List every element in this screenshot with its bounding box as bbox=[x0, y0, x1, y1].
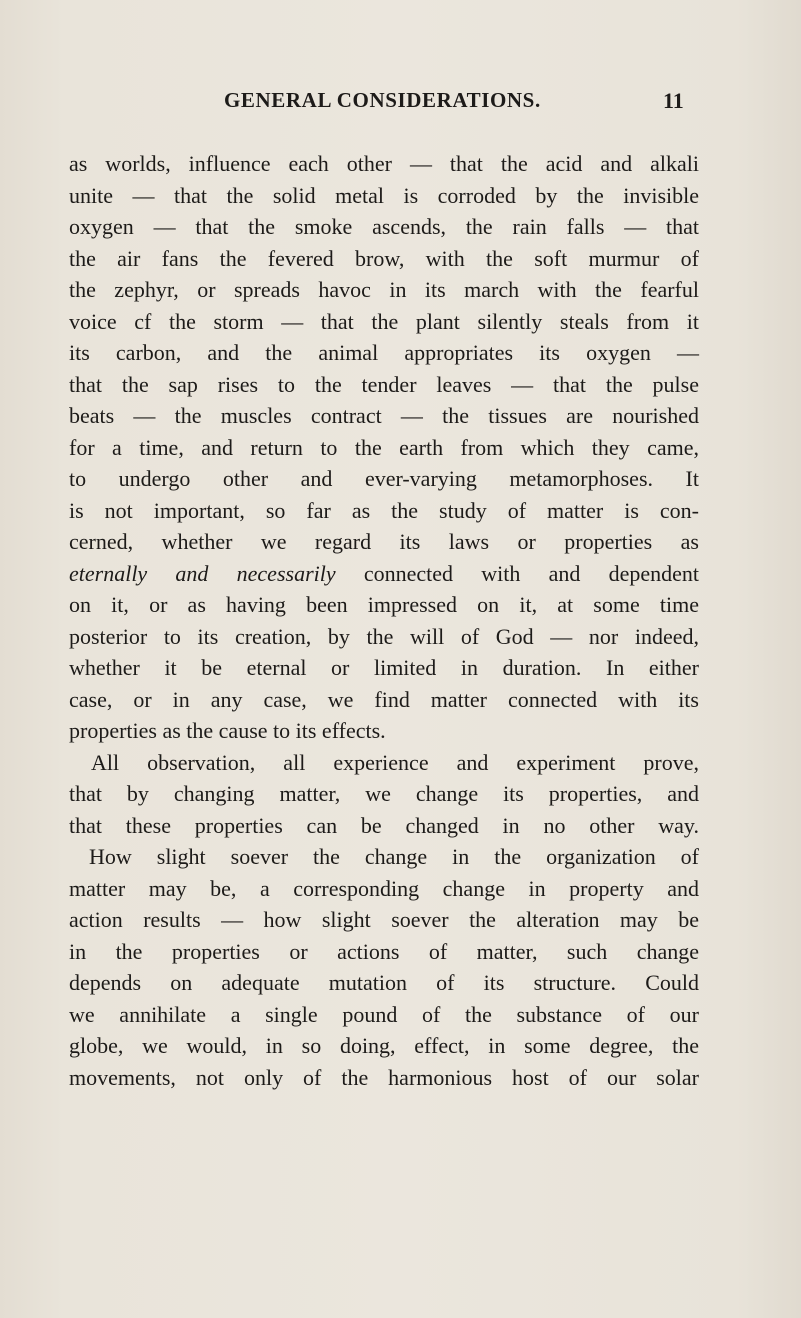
text-line: that by changing matter, we change its properties, and bbox=[69, 781, 699, 806]
text-line: its carbon, and the animal appropriates its oxygen — bbox=[69, 340, 699, 365]
text-line: that these properties can be changed in no other way. bbox=[69, 812, 699, 838]
text-line: matter may be, a corresponding change in property and bbox=[69, 875, 699, 901]
emphasized-phrase: eternally and necessarily bbox=[69, 560, 336, 586]
text-line: is not important, so far as the study of matter is con- bbox=[69, 497, 699, 523]
text-line: on it, or as having been impressed on it, at some time bbox=[69, 592, 699, 617]
text-line: case, or in any case, we find matter connected with its bbox=[69, 686, 699, 712]
text-line: that the sap rises to the tender leaves — that the pulse bbox=[69, 371, 699, 397]
text-line: as worlds, influence each other — that the acid and alkali bbox=[69, 151, 699, 176]
text-line: to undergo other and ever-varying metamorphoses. It bbox=[69, 466, 699, 491]
paragraph-start-line: All observation, all experience and experiment prove, bbox=[91, 749, 699, 775]
text-line: we annihilate a single pound of the substance of our bbox=[69, 1001, 699, 1027]
text-line: for a time, and return to the earth from which they came, bbox=[69, 434, 699, 460]
body-text bbox=[69, 148, 699, 1093]
text-line: whether it be eternal or limited in duration. In either bbox=[69, 655, 699, 680]
text-line: movements, not only of the harmonious host of our solar bbox=[69, 1064, 699, 1090]
text-line: cerned, whether we regard its laws or properties as bbox=[69, 529, 699, 554]
text-line: action results — how slight soever the alteration may be bbox=[69, 907, 699, 932]
text-line: How slight soever the change in the organization of bbox=[89, 844, 699, 869]
text-line: the air fans the fevered brow, with the soft murmur of bbox=[69, 245, 699, 271]
line-continuation: connected with and dependent bbox=[335, 560, 699, 586]
text-line-with-emphasis bbox=[69, 558, 699, 590]
text-line: oxygen — that the smoke ascends, the rain falls — that bbox=[69, 214, 699, 239]
text-line: depends on adequate mutation of its structure. Could bbox=[69, 970, 699, 995]
running-title: GENERAL CONSIDERATIONS. bbox=[224, 88, 541, 112]
text-line: globe, we would, in so doing, effect, in some degree, the bbox=[69, 1033, 699, 1058]
paragraph-end-line: properties as the cause to its effects. bbox=[69, 718, 386, 743]
text-line: the zephyr, or spreads havoc in its march with the fearful bbox=[69, 277, 699, 302]
running-head bbox=[0, 88, 801, 118]
text-line: in the properties or actions of matter, such change bbox=[69, 938, 699, 964]
page-number: 11 bbox=[663, 88, 684, 113]
text-line: voice cf the storm — that the plant silently steals from it bbox=[69, 308, 699, 334]
text-line: beats — the muscles contract — the tissues are nourished bbox=[69, 403, 699, 428]
text-line: unite — that the solid metal is corroded by the invisible bbox=[69, 182, 699, 208]
text-line: posterior to its creation, by the will of God — nor indeed, bbox=[69, 623, 699, 649]
